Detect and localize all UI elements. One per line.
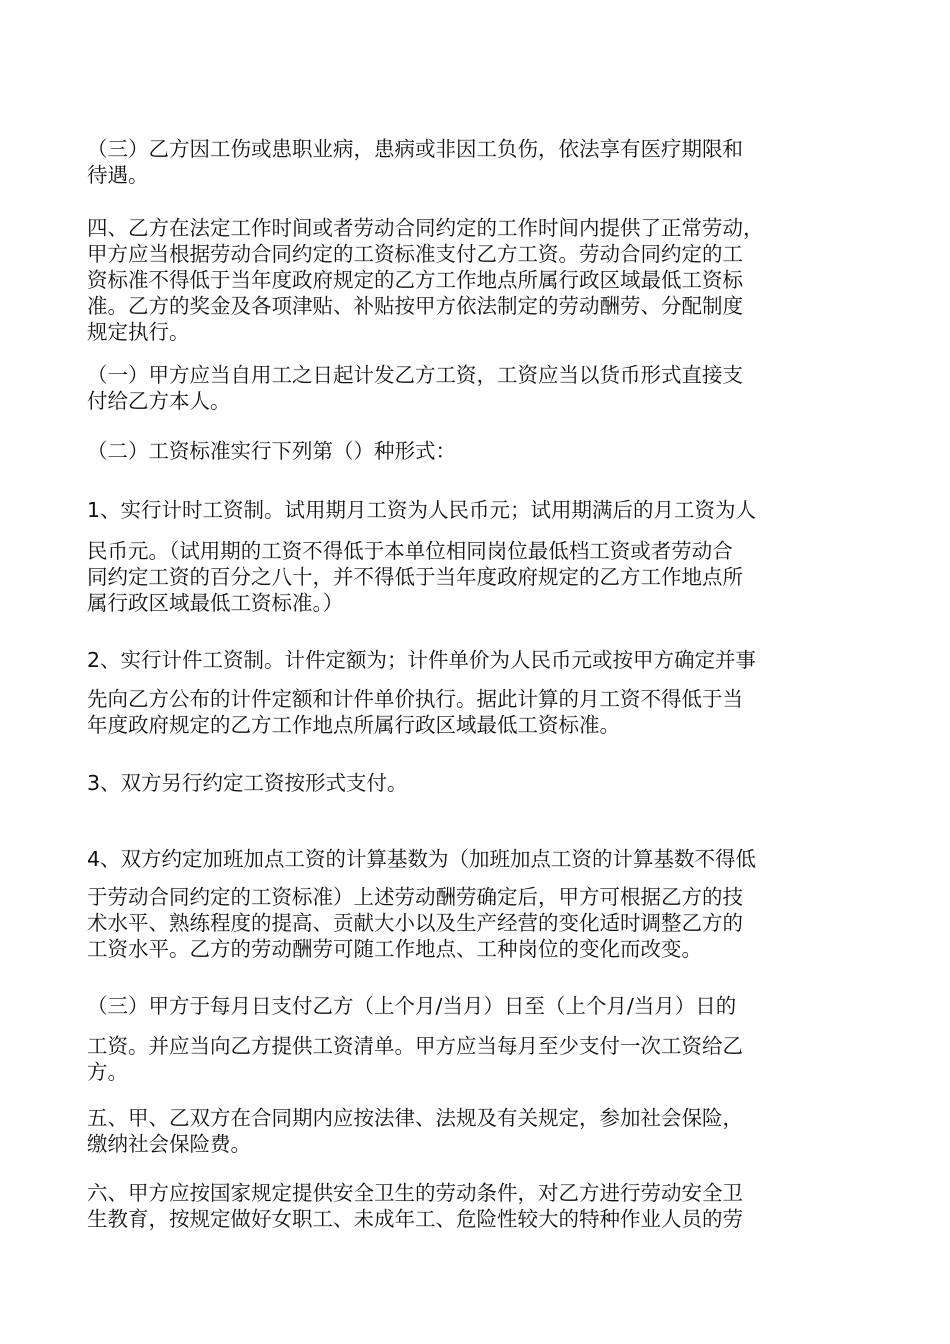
text-line: 2、实行计件工资制。计件定额为；计件单价为人民币元或按甲方确定并事: [87, 648, 757, 672]
text-line: 六、甲方应按国家规定提供安全卫生的劳动条件，对乙方进行劳动安全卫: [87, 1181, 743, 1205]
text-line: （三）甲方于每月日支付乙方（上个月/当月）日至（上个月/当月）日的: [87, 994, 737, 1018]
text-line: 规定执行。: [87, 320, 190, 344]
text-line: 方。: [87, 1060, 128, 1084]
text-line: 工资水平。乙方的劳动酬劳可随工作地点、工种岗位的变化而改变。: [87, 937, 702, 961]
text-line: 工资。并应当向乙方提供工资清单。甲方应当每月至少支付一次工资给乙: [87, 1034, 743, 1058]
paragraph-injury-treatment: [87, 136, 867, 188]
text-line: 属行政区域最低工资标准。）: [87, 591, 344, 615]
text-line: 3、双方另行约定工资按形式支付。: [87, 771, 408, 795]
text-line: 同约定工资的百分之八十，并不得低于当年度政府规定的乙方工作地点所: [87, 565, 743, 589]
text-line: 资标准不得低于当年度政府规定的乙方工作地点所属行政区域最低工资标: [87, 268, 743, 292]
text-line: 五、甲、乙双方在合同期内应按法律、法规及有关规定，参加社会保险，: [87, 1106, 743, 1130]
text-line: 1、实行计时工资制。试用期月工资为人民币元；试用期满后的月工资为人: [87, 498, 757, 522]
paragraph-article-5-social-insurance: [87, 1105, 867, 1157]
paragraph-overtime-first-line: [87, 846, 867, 872]
text-line: 待遇。: [87, 163, 149, 187]
paragraph-piece-wage-first-line: [87, 647, 867, 673]
text-line: 4、双方约定加班加点工资的计算基数为（加班加点工资的计算基数不得低: [87, 847, 757, 871]
text-line: （三）乙方因工伤或患职业病，患病或非因工负伤，依法享有医疗期限和: [87, 137, 743, 161]
text-line: （二）工资标准实行下列第（）种形式：: [87, 439, 456, 463]
text-line: 生教育，按规定做好女职工、未成年工、危险性较大的特种作业人员的劳: [87, 1207, 743, 1231]
paragraph-overtime-rest: [87, 884, 867, 962]
paragraph-piece-wage-rest: [87, 686, 867, 738]
text-line: 术水平、熟练程度的提高、贡献大小以及生产经营的变化适时调整乙方的: [87, 911, 743, 935]
paragraph-time-wage-rest: [87, 538, 867, 616]
text-line: 于劳动合同约定的工资标准）上述劳动酬劳确定后，甲方可根据乙方的技: [87, 885, 743, 909]
text-line: （一）甲方应当自用工之日起计发乙方工资，工资应当以货币形式直接支: [87, 363, 743, 387]
text-line: 甲方应当根据劳动合同约定的工资标准支付乙方工资。劳动合同约定的工: [87, 242, 743, 266]
text-line: 年度政府规定的乙方工作地点所属行政区域最低工资标准。: [87, 713, 620, 737]
text-line: 民币元。（试用期的工资不得低于本单位相同岗位最低档工资或者劳动合: [87, 539, 733, 563]
paragraph-payday-first-line: [87, 993, 867, 1019]
text-line: 先向乙方公布的计件定额和计件单价执行。据此计算的月工资不得低于当: [87, 687, 743, 711]
text-line: 付给乙方本人。: [87, 389, 231, 413]
paragraph-wage-payment-start: [87, 362, 867, 414]
paragraph-article-6-safety: [87, 1180, 867, 1232]
paragraph-article-4-wages: [87, 215, 867, 345]
text-line: 准。乙方的奖金及各项津贴、补贴按甲方依法制定的劳动酬劳、分配制度: [87, 294, 743, 318]
paragraph-time-wage-first-line: [87, 497, 867, 523]
paragraph-other-wage-form: [87, 770, 867, 796]
text-line: 缴纳社会保险费。: [87, 1132, 251, 1156]
paragraph-wage-forms: [87, 438, 867, 464]
paragraph-payday-rest: [87, 1033, 867, 1085]
text-line: 四、乙方在法定工作时间或者劳动合同约定的工作时间内提供了正常劳动，: [87, 216, 764, 240]
